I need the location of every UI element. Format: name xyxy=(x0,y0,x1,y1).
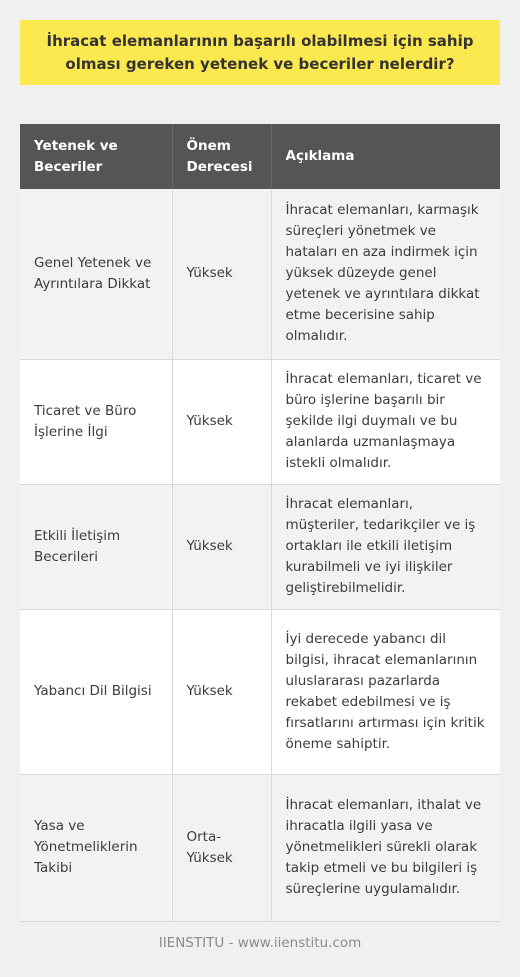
cell-description: İhracat elemanları, karmaşık süreçleri yönetmek ve hataları en aza indirmek için yüksek düzeyde genel yetenek ve ayrıntılara dikkat etme becerisine sahip olmalıdır. xyxy=(271,189,500,359)
cell-importance: Yüksek xyxy=(172,359,271,484)
cell-skill: Ticaret ve Büro İşlerine İlgi xyxy=(20,359,172,484)
title-banner xyxy=(20,20,500,85)
cell-importance: Yüksek xyxy=(172,609,271,774)
header-skill: Yetenek ve Beceriler xyxy=(20,124,172,189)
table-row xyxy=(20,359,500,484)
cell-skill: Genel Yetenek ve Ayrıntılara Dikkat xyxy=(20,189,172,359)
skills-table xyxy=(20,124,500,922)
header-description: Açıklama xyxy=(271,124,500,189)
cell-description: İyi derecede yabancı dil bilgisi, ihracat elemanlarının uluslararası pazarlarda rekabet edebilmesi ve iş fırsatlarını artırması için kritik öneme sahiptir. xyxy=(271,609,500,774)
footer-credit: IIENSTITU - www.iienstitu.com xyxy=(158,935,362,951)
cell-importance: Orta-Yüksek xyxy=(172,774,271,921)
table-row xyxy=(20,609,500,774)
table-row xyxy=(20,774,500,921)
cell-skill: Yasa ve Yönetmeliklerin Takibi xyxy=(20,774,172,921)
cell-description: İhracat elemanları, müşteriler, tedarikçiler ve iş ortakları ile etkili iletişim kurabilmeli ve iyi ilişkiler geliştirebilmelidir. xyxy=(271,484,500,609)
cell-importance: Yüksek xyxy=(172,189,271,359)
cell-importance: Yüksek xyxy=(172,484,271,609)
cell-skill: Yabancı Dil Bilgisi xyxy=(20,609,172,774)
header-importance: Önem Derecesi xyxy=(172,124,271,189)
table-row xyxy=(20,484,500,609)
table-header-row xyxy=(20,124,500,189)
table-row xyxy=(20,189,500,359)
cell-description: İhracat elemanları, ticaret ve büro işlerine başarılı bir şekilde ilgi duymalı ve bu alanlarda uzmanlaşmaya istekli olmalıdır. xyxy=(271,359,500,484)
cell-description: İhracat elemanları, ithalat ve ihracatla ilgili yasa ve yönetmelikleri sürekli olarak takip etmeli ve bu bilgileri iş süreçlerine uygulamalıdır. xyxy=(271,774,500,921)
page-title: İhracat elemanlarının başarılı olabilmesi için sahip olması gereken yetenek ve beceriler nelerdir? xyxy=(46,31,474,73)
cell-skill: Etkili İletişim Becerileri xyxy=(20,484,172,609)
